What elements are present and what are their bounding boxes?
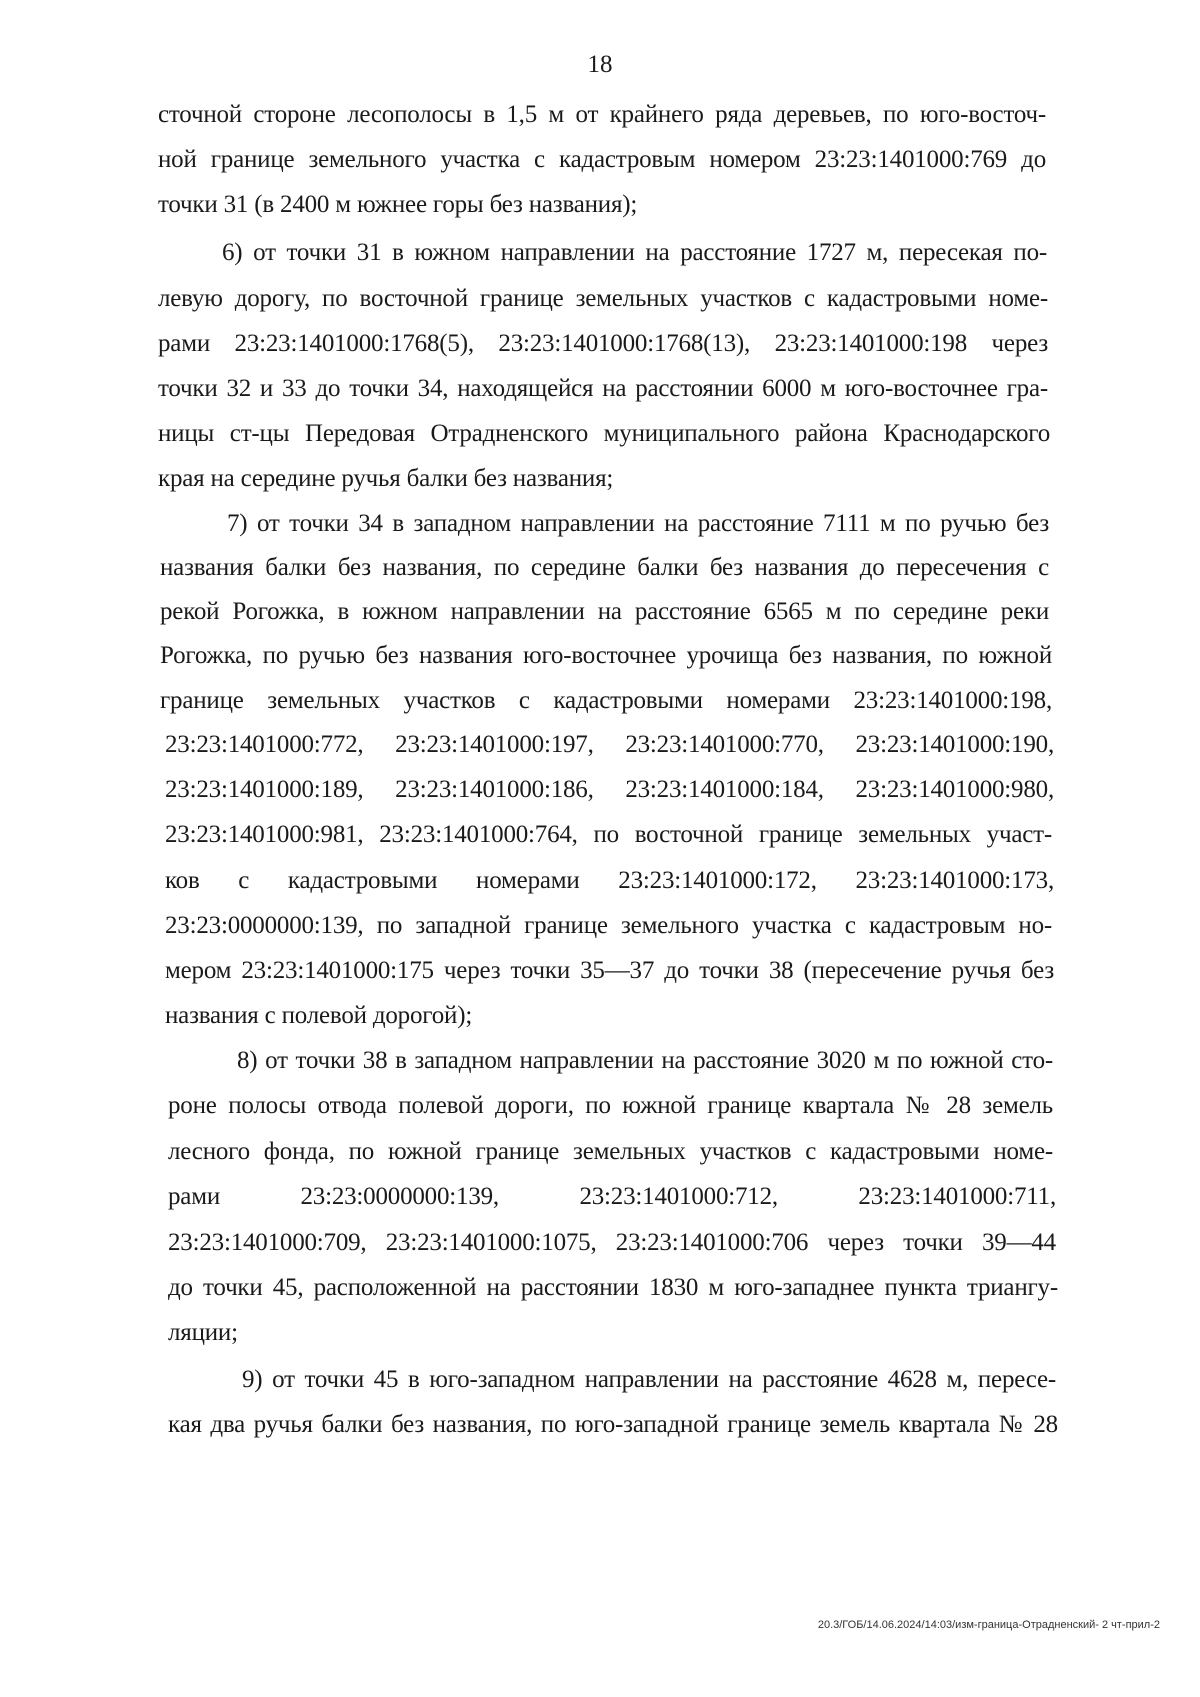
text-line: 23:23:1401000:189, 23:23:1401000:186, 23:23:1401000:184, 23:23:1401000:980,: [165, 776, 1054, 803]
text-line: 8) от точки 38 в западном направлении на расстояние 3020 м по южной сто-: [237, 1047, 1053, 1074]
text-line: до точки 45, расположенной на расстоянии 1830 м юго-западнее пункта триангу-: [168, 1274, 1058, 1301]
text-line: 23:23:1401000:981, 23:23:1401000:764, по восточной границе земельных участ-: [165, 821, 1052, 848]
text-line: 9) от точки 45 в юго-западном направлении на расстояние 4628 м, пересе-: [242, 1366, 1056, 1393]
text-line: 23:23:1401000:772, 23:23:1401000:197, 23:23:1401000:770, 23:23:1401000:190,: [165, 731, 1054, 758]
text-line: края на середине ручья балки без названия;: [158, 465, 614, 492]
text-line: точки 32 и 33 до точки 34, находящейся на расстоянии 6000 м юго-восточнее гра-: [158, 375, 1048, 402]
text-line: ков с кадастровыми номерами 23:23:1401000:172, 23:23:1401000:173,: [165, 867, 1054, 894]
text-line: рами 23:23:1401000:1768(5), 23:23:1401000:1768(13), 23:23:1401000:198 через: [158, 330, 1048, 357]
text-line: Рогожка, по ручью без названия юго-восточнее урочища без названия, по южной: [160, 642, 1052, 669]
text-line: названия балки без названия, по середине балки без названия до пересечения с: [160, 554, 1049, 581]
text-line: ной границе земельного участка с кадастровым номером 23:23:1401000:769 до: [158, 146, 1046, 173]
text-line: границе земельных участков с кадастровыми номерами 23:23:1401000:198,: [160, 687, 1052, 714]
text-line: лесного фонда, по южной границе земельных участков с кадастровыми номе-: [168, 1138, 1053, 1165]
page-number: 18: [587, 51, 613, 78]
text-line: названия с полевой дорогой);: [165, 1002, 473, 1029]
text-line: ляции;: [168, 1319, 238, 1346]
text-line: роне полосы отвода полевой дороги, по южной границе квартала № 28 земель: [168, 1092, 1053, 1119]
text-line: левую дорогу, по восточной границе земельных участков с кадастровыми номе-: [158, 285, 1048, 312]
text-line: 6) от точки 31 в южном направлении на расстояние 1727 м, пересекая по-: [222, 239, 1047, 266]
text-line: точки 31 (в 2400 м южнее горы без названия);: [158, 191, 638, 218]
text-line: кая два ручья балки без названия, по юго-западной границе земель квартала № 28: [168, 1411, 1058, 1438]
text-line: 23:23:0000000:139, по западной границе земельного участка с кадастровым но-: [165, 912, 1052, 939]
text-line: ницы ст-цы Передовая Отрадненского муниципального района Краснодарского: [158, 420, 1050, 447]
text-line: мером 23:23:1401000:175 через точки 35—37 до точки 38 (пересечение ручья без: [165, 957, 1054, 984]
text-line: рами 23:23:0000000:139, 23:23:1401000:712, 23:23:1401000:711,: [168, 1183, 1056, 1210]
document-stamp-footer: 20.3/ГОБ/14.06.2024/14:03/изм-граница-Отрадненский- 2 чт-прил-2: [817, 1619, 1160, 1631]
text-line: рекой Рогожка, в южном направлении на расстояние 6565 м по середине реки: [160, 598, 1049, 625]
text-line: сточной стороне лесополосы в 1,5 м от крайнего ряда деревьев, по юго-восточ-: [158, 101, 1046, 128]
text-line: 23:23:1401000:709, 23:23:1401000:1075, 23:23:1401000:706 через точки 39—44: [168, 1229, 1056, 1256]
text-line: 7) от точки 34 в западном направлении на расстояние 7111 м по ручью без: [227, 510, 1049, 537]
